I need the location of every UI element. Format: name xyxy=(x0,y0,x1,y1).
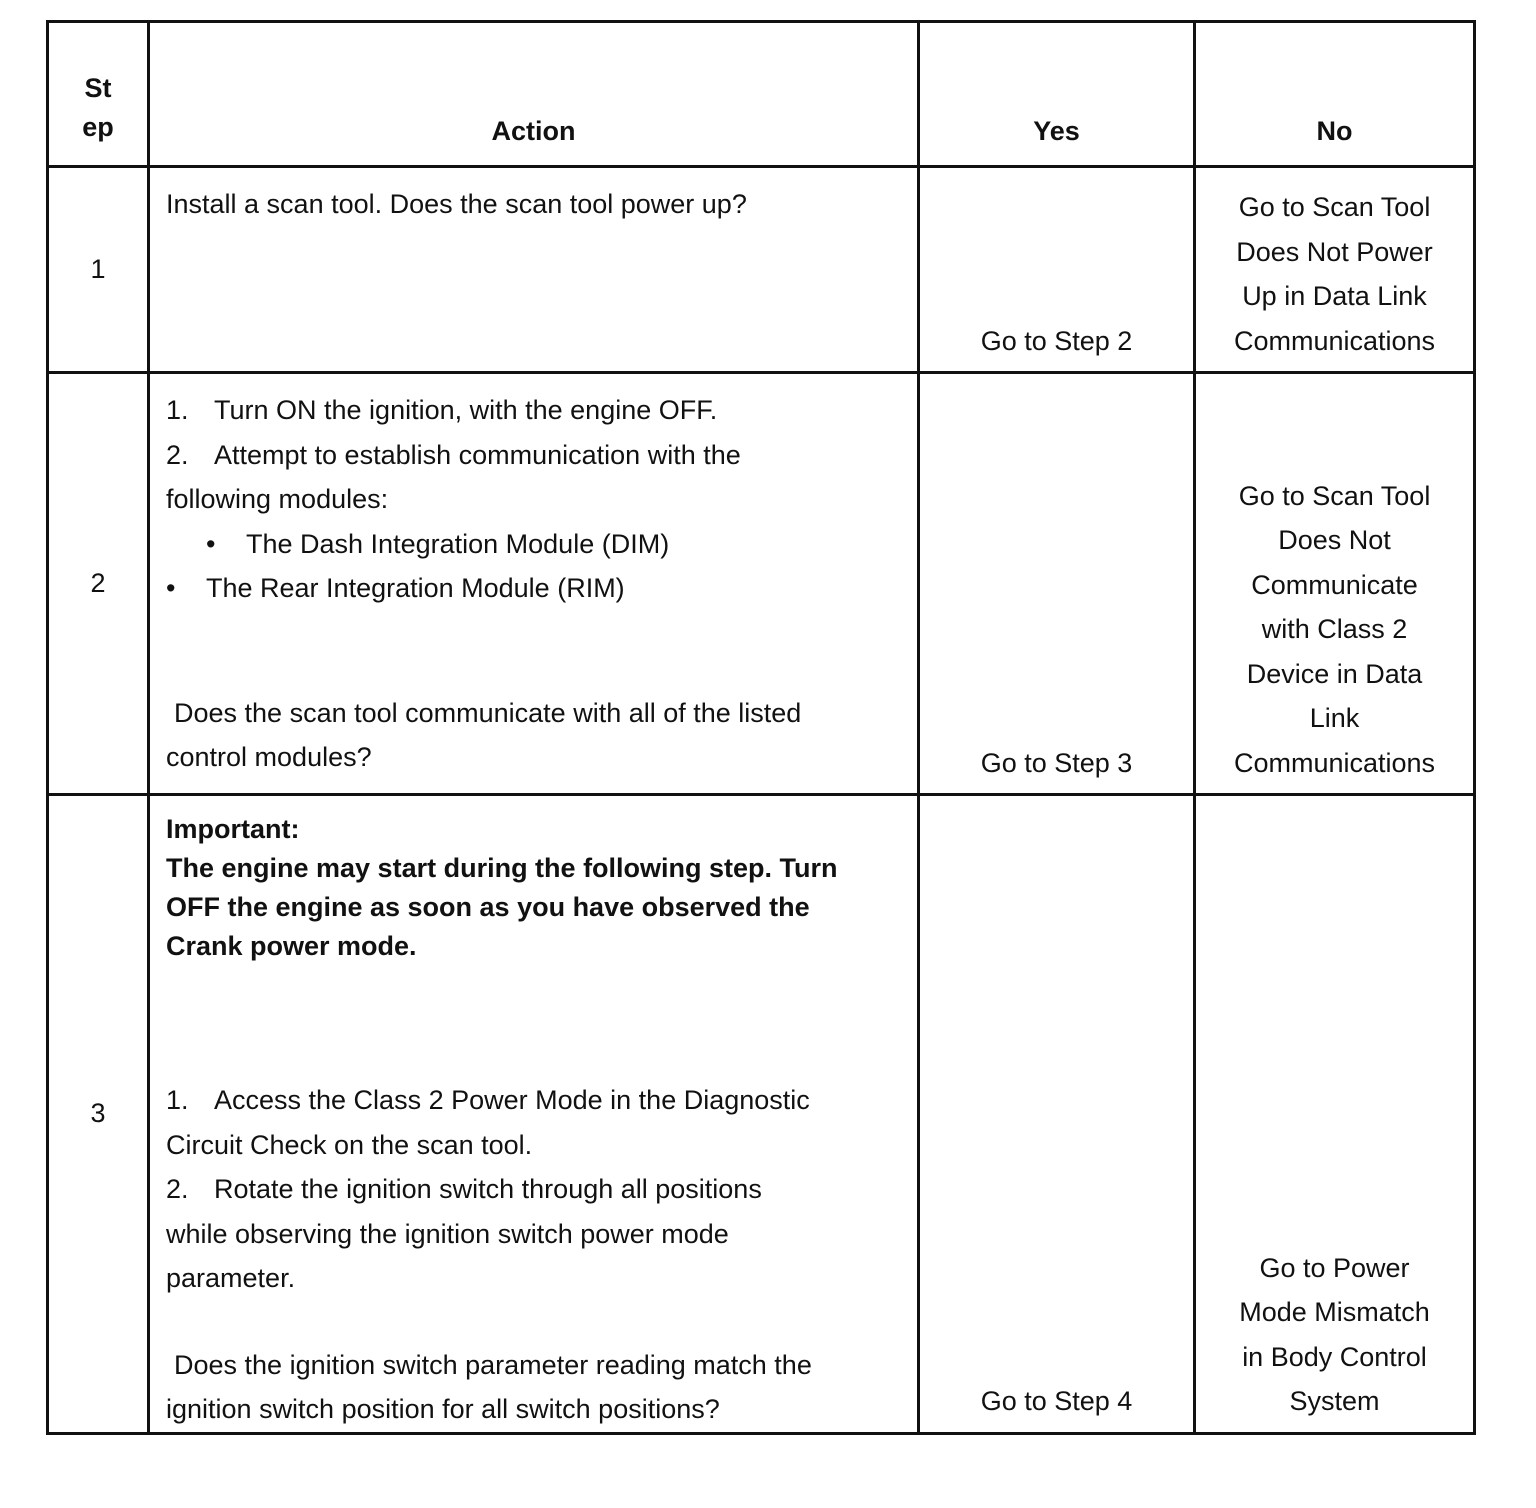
no-cell: Go to Scan Tool Does Not Power Up in Data Link Communications xyxy=(1195,167,1475,373)
bullet-item: • The Rear Integration Module (RIM) xyxy=(166,566,903,611)
header-yes: Yes xyxy=(919,22,1195,167)
yes-cell: Go to Step 4 xyxy=(919,795,1195,1434)
header-action: Action xyxy=(149,22,919,167)
list-item: 1. Turn ON the ignition, with the engine OFF. xyxy=(166,395,718,425)
step-number: 3 xyxy=(48,795,149,1434)
bullet-item: • The Dash Integration Module (DIM) xyxy=(166,522,903,567)
step-number: 2 xyxy=(48,373,149,795)
header-no: No xyxy=(1195,22,1475,167)
step-number: 1 xyxy=(48,167,149,373)
header-step: St ep xyxy=(48,22,149,167)
diagnostic-table xyxy=(46,20,1476,1435)
question-text: Does the scan tool communicate with all of the listed xyxy=(174,697,802,728)
yes-cell: Go to Step 3 xyxy=(919,373,1195,795)
bullet-icon: • xyxy=(206,528,216,559)
table-row xyxy=(48,167,1475,373)
list-item: 2. Attempt to establish communication with the xyxy=(166,439,741,470)
table-row xyxy=(48,795,1475,1434)
action-cell xyxy=(149,167,919,373)
action-text: Install a scan tool. Does the scan tool power up? xyxy=(166,189,747,219)
bullet-icon: • xyxy=(166,573,176,603)
yes-cell: Go to Step 2 xyxy=(919,167,1195,373)
table-row xyxy=(48,373,1475,795)
header-row xyxy=(48,22,1475,167)
no-cell: Go to Power Mode Mismatch in Body Control System xyxy=(1195,795,1475,1434)
no-cell: Go to Scan Tool Does Not Communicate with Class 2 Device in Data Link Communications xyxy=(1195,373,1475,795)
action-cell: 1. Turn ON the ignition, with the engine OFF. 2. Attempt to establish communication with the following modules: • The Dash Integration Module (DIM) • The Rear Integration Module (RIM) Does the scan tool communicate with all of the listed control modules? xyxy=(149,373,919,795)
question-text: Does the ignition switch parameter reading match the xyxy=(174,1349,812,1380)
list-item: 2. Rotate the ignition switch through all positions xyxy=(166,1174,762,1204)
list-item: 1. Access the Class 2 Power Mode in the Diagnostic xyxy=(166,1085,810,1115)
important-note: Important: The engine may start during the following step. Turn OFF the engine as soon as you have observed the Crank power mode. xyxy=(166,814,838,961)
action-cell: Important: The engine may start during the following step. Turn OFF the engine as soon as you have observed the Crank power mode. 1. Access the Class 2 Power Mode in the Diagnostic Circuit Check on the scan tool. 2. Rotate the ignition switch through all positions while observing the ignition switch power mode parameter. Does the ignition switch parameter reading match the ignition switch position for all switch positions? xyxy=(149,795,919,1434)
